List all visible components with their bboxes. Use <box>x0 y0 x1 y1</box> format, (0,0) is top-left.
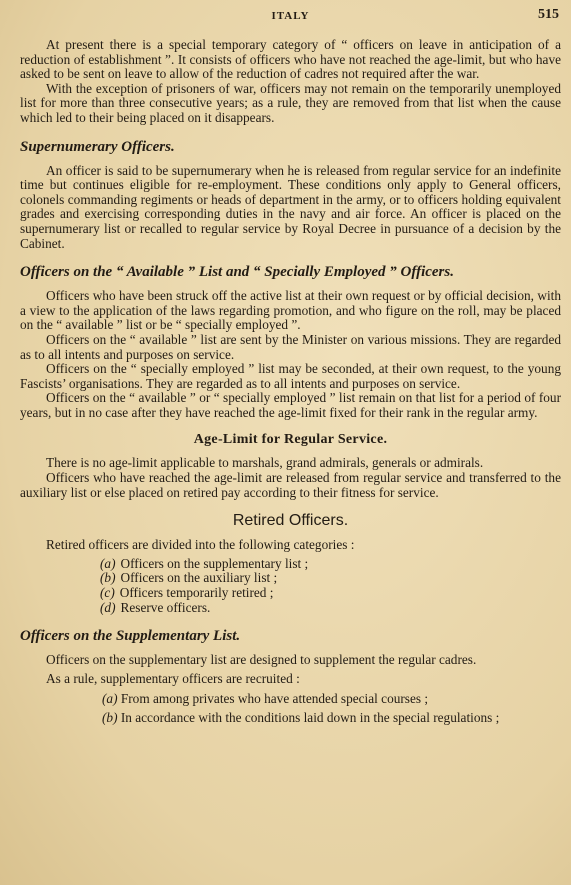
supplementary-paragraph-2: As a rule, supplementary officers are recruited : <box>46 670 300 686</box>
supernumerary-paragraph: An officer is said to be supernumerary when he is released from regular service for an indefinite time but continues eligible for re-employment. These conditions only apply to General officers, colonels commanding regiments or heads of department in the army, or to officers holding equivalent grades and exercising corresponding duties in the navy and air force. An officer is placed on the supernumerary list or recalled to regular service by Royal Decree in pursuance of a decision by the Cabinet. <box>20 162 561 251</box>
page-number: 515 <box>538 7 559 22</box>
list-item <box>20 601 561 616</box>
supernumerary-heading: Supernumerary Officers. <box>20 138 175 155</box>
list-item-text: From among privates who have attended special courses ; <box>120 691 429 707</box>
list-item-text: Officers on the auxiliary list ; <box>120 570 278 586</box>
running-head: ITALY <box>271 10 310 22</box>
available-paragraph-4: Officers on the “ available ” or “ specially employed ” list remain on that list for a period of four years, but in no case after they have reached the age-limit fixed for their rank in the regular army. <box>20 390 561 420</box>
available-paragraph-3: Officers on the “ specially employed ” list may be seconded, at their own request, to the young Fascists’ organisations. They are regarded as to all intents and purposes on service. <box>20 361 561 391</box>
list-item-text: Officers on the supplementary list ; <box>120 555 309 571</box>
list-item <box>20 692 561 707</box>
supplementary-paragraph-1: Officers on the supplementary list are designed to supplement the regular cadres. <box>46 652 477 668</box>
available-heading: Officers on the “ Available ” List and “ Specially Employed ” Officers. <box>20 264 454 281</box>
list-item-label: (b) <box>102 710 118 725</box>
list-item-label: (a) <box>102 691 118 707</box>
list-item-text: Officers temporarily retired ; <box>119 585 274 601</box>
list-item <box>20 711 561 726</box>
age-limit-heading: Age-Limit for Regular Service. <box>193 432 388 448</box>
available-paragraph-1: Officers who have been struck off the active list at their own request or by official decision, with a view to the application of the laws regarding promotion, and who figure on the roll, may be placed on the “ available ” list or be “ specially employed ”. <box>20 288 561 333</box>
intro-paragraph-1: At present there is a special temporary category of “ officers on leave in anticipation of a reduction of establishment ”. It consists of officers who have not reached the age-limit, but who have asked to be sent on leave to allow of the reduction of cadres not required after the war. <box>20 37 561 82</box>
list-item-label: (a) <box>100 555 116 571</box>
list-item <box>20 557 561 572</box>
available-paragraph-2: Officers on the “ available ” list are sent by the Minister on various missions. They are regarded as to all intents and purposes on service. <box>20 331 561 362</box>
list-item-label: (b) <box>100 570 116 586</box>
list-item <box>20 586 561 601</box>
age-limit-paragraph-2: Officers who have reached the age-limit are released from regular service and transferred to the auxiliary list or else placed on retired pay according to their fitness for service. <box>20 470 561 500</box>
list-item-text: In accordance with the conditions laid down in the special regulations ; <box>120 710 500 725</box>
retired-categories-list <box>20 557 561 615</box>
list-item-label: (c) <box>100 585 115 601</box>
page-header <box>20 6 561 28</box>
intro-paragraph-2: With the exception of prisoners of war, officers may not remain on the temporarily unemployed list for more than three consecutive years; as a rule, they are removed from that list when the cause which led to their being placed on it disappears. <box>20 80 561 125</box>
supplementary-recruitment-list <box>20 692 561 725</box>
list-item-label: (d) <box>100 599 116 615</box>
retired-heading: Retired Officers. <box>232 512 349 530</box>
list-item-text: Reserve officers. <box>120 599 211 615</box>
supplementary-heading: Officers on the Supplementary List. <box>20 628 241 645</box>
list-item <box>20 571 561 586</box>
retired-intro: Retired officers are divided into the following categories : <box>46 537 355 553</box>
age-limit-paragraph-1: There is no age-limit applicable to marshals, grand admirals, generals or admirals. <box>46 455 484 471</box>
